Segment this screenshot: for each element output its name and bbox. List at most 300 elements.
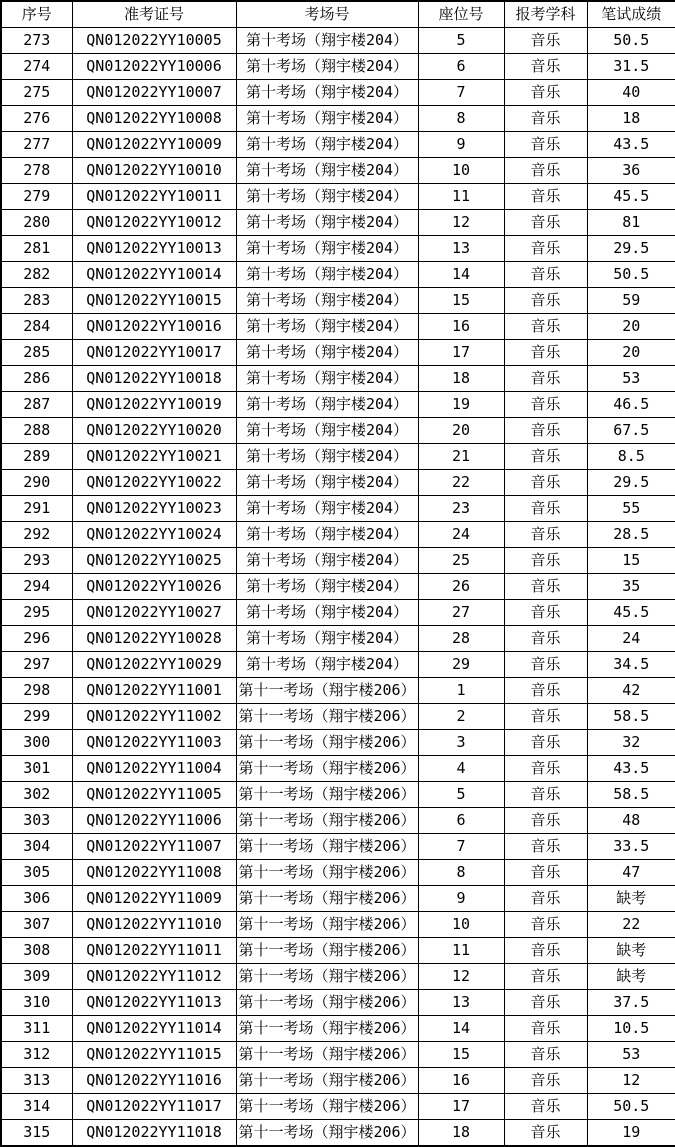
cell-subject: 音乐 <box>504 132 587 158</box>
table-row <box>1 418 675 444</box>
cell-ticket: QN012022YY11016 <box>72 1068 236 1094</box>
cell-room: 第十考场（翔宇楼204） <box>236 366 418 392</box>
cell-seat: 14 <box>418 262 504 288</box>
cell-subject: 音乐 <box>504 886 587 912</box>
cell-ticket: QN012022YY11004 <box>72 756 236 782</box>
cell-room: 第十考场（翔宇楼204） <box>236 184 418 210</box>
cell-serial: 277 <box>1 132 72 158</box>
cell-ticket: QN012022YY11008 <box>72 860 236 886</box>
cell-score: 10.5 <box>587 1016 675 1042</box>
cell-score: 缺考 <box>587 938 675 964</box>
table-row <box>1 470 675 496</box>
column-header-serial: 序号 <box>1 1 72 28</box>
cell-score: 50.5 <box>587 262 675 288</box>
table-row <box>1 522 675 548</box>
table-row <box>1 366 675 392</box>
column-header-room: 考场号 <box>236 1 418 28</box>
cell-serial: 308 <box>1 938 72 964</box>
cell-seat: 13 <box>418 990 504 1016</box>
cell-seat: 10 <box>418 158 504 184</box>
cell-score: 33.5 <box>587 834 675 860</box>
table-row <box>1 340 675 366</box>
cell-serial: 275 <box>1 80 72 106</box>
table-row <box>1 28 675 54</box>
cell-subject: 音乐 <box>504 158 587 184</box>
column-header-score: 笔试成绩 <box>587 1 675 28</box>
cell-ticket: QN012022YY10019 <box>72 392 236 418</box>
table-row <box>1 262 675 288</box>
cell-score: 缺考 <box>587 964 675 990</box>
cell-seat: 1 <box>418 678 504 704</box>
cell-ticket: QN012022YY11001 <box>72 678 236 704</box>
cell-seat: 4 <box>418 756 504 782</box>
cell-seat: 11 <box>418 184 504 210</box>
header-row <box>1 1 675 28</box>
cell-room: 第十考场（翔宇楼204） <box>236 54 418 80</box>
cell-score: 18 <box>587 106 675 132</box>
cell-seat: 3 <box>418 730 504 756</box>
cell-subject: 音乐 <box>504 366 587 392</box>
cell-ticket: QN012022YY10025 <box>72 548 236 574</box>
cell-score: 42 <box>587 678 675 704</box>
column-header-ticket: 准考证号 <box>72 1 236 28</box>
table-row <box>1 678 675 704</box>
cell-room: 第十一考场（翔宇楼206） <box>236 782 418 808</box>
cell-score: 22 <box>587 912 675 938</box>
cell-serial: 283 <box>1 288 72 314</box>
cell-score: 28.5 <box>587 522 675 548</box>
cell-seat: 15 <box>418 1042 504 1068</box>
cell-subject: 音乐 <box>504 1068 587 1094</box>
cell-seat: 12 <box>418 210 504 236</box>
cell-subject: 音乐 <box>504 470 587 496</box>
cell-serial: 314 <box>1 1094 72 1120</box>
cell-serial: 296 <box>1 626 72 652</box>
table-row <box>1 912 675 938</box>
table-row <box>1 184 675 210</box>
cell-room: 第十考场（翔宇楼204） <box>236 106 418 132</box>
table-row <box>1 158 675 184</box>
cell-ticket: QN012022YY10009 <box>72 132 236 158</box>
cell-subject: 音乐 <box>504 288 587 314</box>
cell-room: 第十考场（翔宇楼204） <box>236 158 418 184</box>
column-header-subject: 报考学科 <box>504 1 587 28</box>
cell-subject: 音乐 <box>504 964 587 990</box>
cell-room: 第十一考场（翔宇楼206） <box>236 1094 418 1120</box>
cell-serial: 286 <box>1 366 72 392</box>
cell-score: 40 <box>587 80 675 106</box>
cell-seat: 9 <box>418 132 504 158</box>
table-row <box>1 990 675 1016</box>
cell-subject: 音乐 <box>504 28 587 54</box>
cell-subject: 音乐 <box>504 756 587 782</box>
cell-room: 第十考场（翔宇楼204） <box>236 288 418 314</box>
cell-room: 第十考场（翔宇楼204） <box>236 392 418 418</box>
cell-subject: 音乐 <box>504 1120 587 1147</box>
cell-subject: 音乐 <box>504 548 587 574</box>
cell-ticket: QN012022YY10024 <box>72 522 236 548</box>
cell-subject: 音乐 <box>504 210 587 236</box>
cell-seat: 5 <box>418 782 504 808</box>
cell-serial: 273 <box>1 28 72 54</box>
cell-seat: 11 <box>418 938 504 964</box>
cell-ticket: QN012022YY11005 <box>72 782 236 808</box>
cell-room: 第十考场（翔宇楼204） <box>236 418 418 444</box>
cell-score: 20 <box>587 340 675 366</box>
cell-room: 第十考场（翔宇楼204） <box>236 444 418 470</box>
table-row <box>1 1042 675 1068</box>
cell-serial: 307 <box>1 912 72 938</box>
cell-seat: 24 <box>418 522 504 548</box>
cell-score: 34.5 <box>587 652 675 678</box>
cell-ticket: QN012022YY10017 <box>72 340 236 366</box>
cell-room: 第十一考场（翔宇楼206） <box>236 808 418 834</box>
cell-room: 第十一考场（翔宇楼206） <box>236 912 418 938</box>
table-row <box>1 288 675 314</box>
table-row <box>1 1094 675 1120</box>
cell-serial: 276 <box>1 106 72 132</box>
table-row <box>1 938 675 964</box>
table-row <box>1 756 675 782</box>
cell-ticket: QN012022YY10020 <box>72 418 236 444</box>
cell-subject: 音乐 <box>504 522 587 548</box>
table-row <box>1 80 675 106</box>
cell-room: 第十考场（翔宇楼204） <box>236 600 418 626</box>
cell-seat: 27 <box>418 600 504 626</box>
cell-serial: 313 <box>1 1068 72 1094</box>
cell-seat: 14 <box>418 1016 504 1042</box>
cell-subject: 音乐 <box>504 1016 587 1042</box>
cell-seat: 26 <box>418 574 504 600</box>
cell-score: 43.5 <box>587 756 675 782</box>
cell-subject: 音乐 <box>504 652 587 678</box>
cell-room: 第十一考场（翔宇楼206） <box>236 964 418 990</box>
cell-serial: 312 <box>1 1042 72 1068</box>
cell-room: 第十考场（翔宇楼204） <box>236 496 418 522</box>
cell-serial: 294 <box>1 574 72 600</box>
cell-ticket: QN012022YY10023 <box>72 496 236 522</box>
cell-score: 81 <box>587 210 675 236</box>
cell-serial: 310 <box>1 990 72 1016</box>
cell-subject: 音乐 <box>504 314 587 340</box>
cell-subject: 音乐 <box>504 626 587 652</box>
table-row <box>1 834 675 860</box>
cell-room: 第十考场（翔宇楼204） <box>236 210 418 236</box>
cell-serial: 289 <box>1 444 72 470</box>
cell-serial: 300 <box>1 730 72 756</box>
cell-room: 第十一考场（翔宇楼206） <box>236 1068 418 1094</box>
cell-subject: 音乐 <box>504 990 587 1016</box>
cell-score: 29.5 <box>587 236 675 262</box>
cell-score: 24 <box>587 626 675 652</box>
cell-seat: 19 <box>418 392 504 418</box>
cell-room: 第十一考场（翔宇楼206） <box>236 886 418 912</box>
cell-room: 第十一考场（翔宇楼206） <box>236 1016 418 1042</box>
column-header-seat: 座位号 <box>418 1 504 28</box>
cell-subject: 音乐 <box>504 184 587 210</box>
cell-ticket: QN012022YY11015 <box>72 1042 236 1068</box>
cell-subject: 音乐 <box>504 808 587 834</box>
cell-serial: 304 <box>1 834 72 860</box>
table-row <box>1 652 675 678</box>
cell-serial: 274 <box>1 54 72 80</box>
cell-subject: 音乐 <box>504 704 587 730</box>
cell-ticket: QN012022YY10005 <box>72 28 236 54</box>
cell-ticket: QN012022YY10012 <box>72 210 236 236</box>
cell-subject: 音乐 <box>504 236 587 262</box>
cell-seat: 16 <box>418 314 504 340</box>
cell-score: 37.5 <box>587 990 675 1016</box>
table-row <box>1 236 675 262</box>
cell-subject: 音乐 <box>504 496 587 522</box>
cell-room: 第十考场（翔宇楼204） <box>236 522 418 548</box>
cell-room: 第十一考场（翔宇楼206） <box>236 756 418 782</box>
cell-score: 缺考 <box>587 886 675 912</box>
cell-room: 第十考场（翔宇楼204） <box>236 340 418 366</box>
cell-seat: 6 <box>418 54 504 80</box>
cell-score: 53 <box>587 1042 675 1068</box>
table-row <box>1 704 675 730</box>
cell-serial: 311 <box>1 1016 72 1042</box>
cell-seat: 23 <box>418 496 504 522</box>
cell-room: 第十一考场（翔宇楼206） <box>236 678 418 704</box>
cell-serial: 302 <box>1 782 72 808</box>
table-row <box>1 964 675 990</box>
cell-serial: 301 <box>1 756 72 782</box>
cell-serial: 278 <box>1 158 72 184</box>
cell-ticket: QN012022YY10007 <box>72 80 236 106</box>
table-row <box>1 444 675 470</box>
cell-ticket: QN012022YY10008 <box>72 106 236 132</box>
cell-seat: 5 <box>418 28 504 54</box>
cell-seat: 6 <box>418 808 504 834</box>
table-row <box>1 600 675 626</box>
cell-ticket: QN012022YY10015 <box>72 288 236 314</box>
cell-seat: 7 <box>418 834 504 860</box>
cell-room: 第十一考场（翔宇楼206） <box>236 834 418 860</box>
cell-seat: 10 <box>418 912 504 938</box>
cell-subject: 音乐 <box>504 418 587 444</box>
cell-room: 第十一考场（翔宇楼206） <box>236 1042 418 1068</box>
cell-ticket: QN012022YY10006 <box>72 54 236 80</box>
cell-subject: 音乐 <box>504 262 587 288</box>
cell-room: 第十一考场（翔宇楼206） <box>236 730 418 756</box>
cell-ticket: QN012022YY10018 <box>72 366 236 392</box>
cell-serial: 288 <box>1 418 72 444</box>
cell-seat: 22 <box>418 470 504 496</box>
cell-score: 50.5 <box>587 1094 675 1120</box>
cell-subject: 音乐 <box>504 678 587 704</box>
cell-seat: 17 <box>418 1094 504 1120</box>
cell-seat: 2 <box>418 704 504 730</box>
cell-ticket: QN012022YY10014 <box>72 262 236 288</box>
cell-score: 59 <box>587 288 675 314</box>
cell-ticket: QN012022YY11013 <box>72 990 236 1016</box>
cell-serial: 309 <box>1 964 72 990</box>
cell-score: 36 <box>587 158 675 184</box>
cell-score: 50.5 <box>587 28 675 54</box>
cell-serial: 281 <box>1 236 72 262</box>
cell-seat: 8 <box>418 106 504 132</box>
cell-serial: 298 <box>1 678 72 704</box>
cell-ticket: QN012022YY10029 <box>72 652 236 678</box>
cell-room: 第十考场（翔宇楼204） <box>236 548 418 574</box>
cell-seat: 28 <box>418 626 504 652</box>
table-body <box>1 28 675 1147</box>
cell-room: 第十考场（翔宇楼204） <box>236 626 418 652</box>
cell-seat: 29 <box>418 652 504 678</box>
cell-subject: 音乐 <box>504 730 587 756</box>
cell-score: 32 <box>587 730 675 756</box>
cell-ticket: QN012022YY10011 <box>72 184 236 210</box>
cell-room: 第十一考场（翔宇楼206） <box>236 938 418 964</box>
cell-ticket: QN012022YY10021 <box>72 444 236 470</box>
cell-score: 15 <box>587 548 675 574</box>
cell-ticket: QN012022YY11010 <box>72 912 236 938</box>
cell-subject: 音乐 <box>504 834 587 860</box>
cell-score: 53 <box>587 366 675 392</box>
cell-ticket: QN012022YY10022 <box>72 470 236 496</box>
cell-score: 48 <box>587 808 675 834</box>
cell-serial: 292 <box>1 522 72 548</box>
cell-serial: 282 <box>1 262 72 288</box>
table-row <box>1 1016 675 1042</box>
cell-subject: 音乐 <box>504 392 587 418</box>
table-row <box>1 886 675 912</box>
cell-room: 第十考场（翔宇楼204） <box>236 574 418 600</box>
cell-subject: 音乐 <box>504 912 587 938</box>
cell-ticket: QN012022YY11012 <box>72 964 236 990</box>
cell-seat: 25 <box>418 548 504 574</box>
cell-seat: 16 <box>418 1068 504 1094</box>
cell-score: 43.5 <box>587 132 675 158</box>
cell-serial: 303 <box>1 808 72 834</box>
cell-score: 55 <box>587 496 675 522</box>
cell-score: 29.5 <box>587 470 675 496</box>
cell-ticket: QN012022YY10027 <box>72 600 236 626</box>
table-row <box>1 730 675 756</box>
cell-seat: 18 <box>418 366 504 392</box>
table-row <box>1 626 675 652</box>
cell-room: 第十一考场（翔宇楼206） <box>236 1120 418 1147</box>
table-row <box>1 808 675 834</box>
cell-room: 第十一考场（翔宇楼206） <box>236 704 418 730</box>
cell-ticket: QN012022YY11017 <box>72 1094 236 1120</box>
cell-subject: 音乐 <box>504 574 587 600</box>
cell-serial: 287 <box>1 392 72 418</box>
table-row <box>1 54 675 80</box>
cell-room: 第十考场（翔宇楼204） <box>236 652 418 678</box>
cell-score: 58.5 <box>587 704 675 730</box>
cell-ticket: QN012022YY11002 <box>72 704 236 730</box>
cell-score: 35 <box>587 574 675 600</box>
cell-serial: 297 <box>1 652 72 678</box>
cell-seat: 15 <box>418 288 504 314</box>
cell-score: 31.5 <box>587 54 675 80</box>
cell-subject: 音乐 <box>504 1094 587 1120</box>
cell-ticket: QN012022YY10028 <box>72 626 236 652</box>
cell-room: 第十一考场（翔宇楼206） <box>236 990 418 1016</box>
cell-ticket: QN012022YY11007 <box>72 834 236 860</box>
cell-subject: 音乐 <box>504 1042 587 1068</box>
table-row <box>1 1068 675 1094</box>
cell-serial: 284 <box>1 314 72 340</box>
cell-subject: 音乐 <box>504 938 587 964</box>
table-row <box>1 314 675 340</box>
cell-score: 58.5 <box>587 782 675 808</box>
cell-serial: 315 <box>1 1120 72 1147</box>
cell-score: 12 <box>587 1068 675 1094</box>
cell-ticket: QN012022YY10010 <box>72 158 236 184</box>
cell-seat: 7 <box>418 80 504 106</box>
table-row <box>1 782 675 808</box>
cell-ticket: QN012022YY11009 <box>72 886 236 912</box>
cell-score: 8.5 <box>587 444 675 470</box>
table-row <box>1 574 675 600</box>
table-row <box>1 392 675 418</box>
table-row <box>1 1120 675 1147</box>
cell-serial: 291 <box>1 496 72 522</box>
cell-score: 67.5 <box>587 418 675 444</box>
cell-seat: 18 <box>418 1120 504 1147</box>
cell-serial: 290 <box>1 470 72 496</box>
cell-serial: 299 <box>1 704 72 730</box>
cell-ticket: QN012022YY10016 <box>72 314 236 340</box>
cell-ticket: QN012022YY10026 <box>72 574 236 600</box>
cell-serial: 305 <box>1 860 72 886</box>
cell-score: 47 <box>587 860 675 886</box>
cell-seat: 17 <box>418 340 504 366</box>
cell-seat: 9 <box>418 886 504 912</box>
table-row <box>1 496 675 522</box>
cell-room: 第十考场（翔宇楼204） <box>236 236 418 262</box>
cell-room: 第十一考场（翔宇楼206） <box>236 860 418 886</box>
cell-score: 46.5 <box>587 392 675 418</box>
cell-subject: 音乐 <box>504 80 587 106</box>
cell-seat: 13 <box>418 236 504 262</box>
cell-serial: 295 <box>1 600 72 626</box>
cell-seat: 8 <box>418 860 504 886</box>
cell-serial: 279 <box>1 184 72 210</box>
cell-serial: 285 <box>1 340 72 366</box>
table-row <box>1 860 675 886</box>
cell-ticket: QN012022YY10013 <box>72 236 236 262</box>
cell-ticket: QN012022YY11011 <box>72 938 236 964</box>
cell-room: 第十考场（翔宇楼204） <box>236 262 418 288</box>
cell-seat: 20 <box>418 418 504 444</box>
cell-serial: 293 <box>1 548 72 574</box>
table-row <box>1 132 675 158</box>
cell-subject: 音乐 <box>504 340 587 366</box>
cell-score: 45.5 <box>587 184 675 210</box>
cell-subject: 音乐 <box>504 860 587 886</box>
cell-subject: 音乐 <box>504 106 587 132</box>
cell-ticket: QN012022YY11003 <box>72 730 236 756</box>
cell-room: 第十考场（翔宇楼204） <box>236 470 418 496</box>
cell-ticket: QN012022YY11014 <box>72 1016 236 1042</box>
cell-seat: 12 <box>418 964 504 990</box>
cell-room: 第十考场（翔宇楼204） <box>236 132 418 158</box>
cell-subject: 音乐 <box>504 600 587 626</box>
table-row <box>1 106 675 132</box>
cell-subject: 音乐 <box>504 782 587 808</box>
cell-room: 第十考场（翔宇楼204） <box>236 28 418 54</box>
table-row <box>1 548 675 574</box>
table-row <box>1 210 675 236</box>
cell-serial: 306 <box>1 886 72 912</box>
cell-score: 45.5 <box>587 600 675 626</box>
cell-room: 第十考场（翔宇楼204） <box>236 314 418 340</box>
